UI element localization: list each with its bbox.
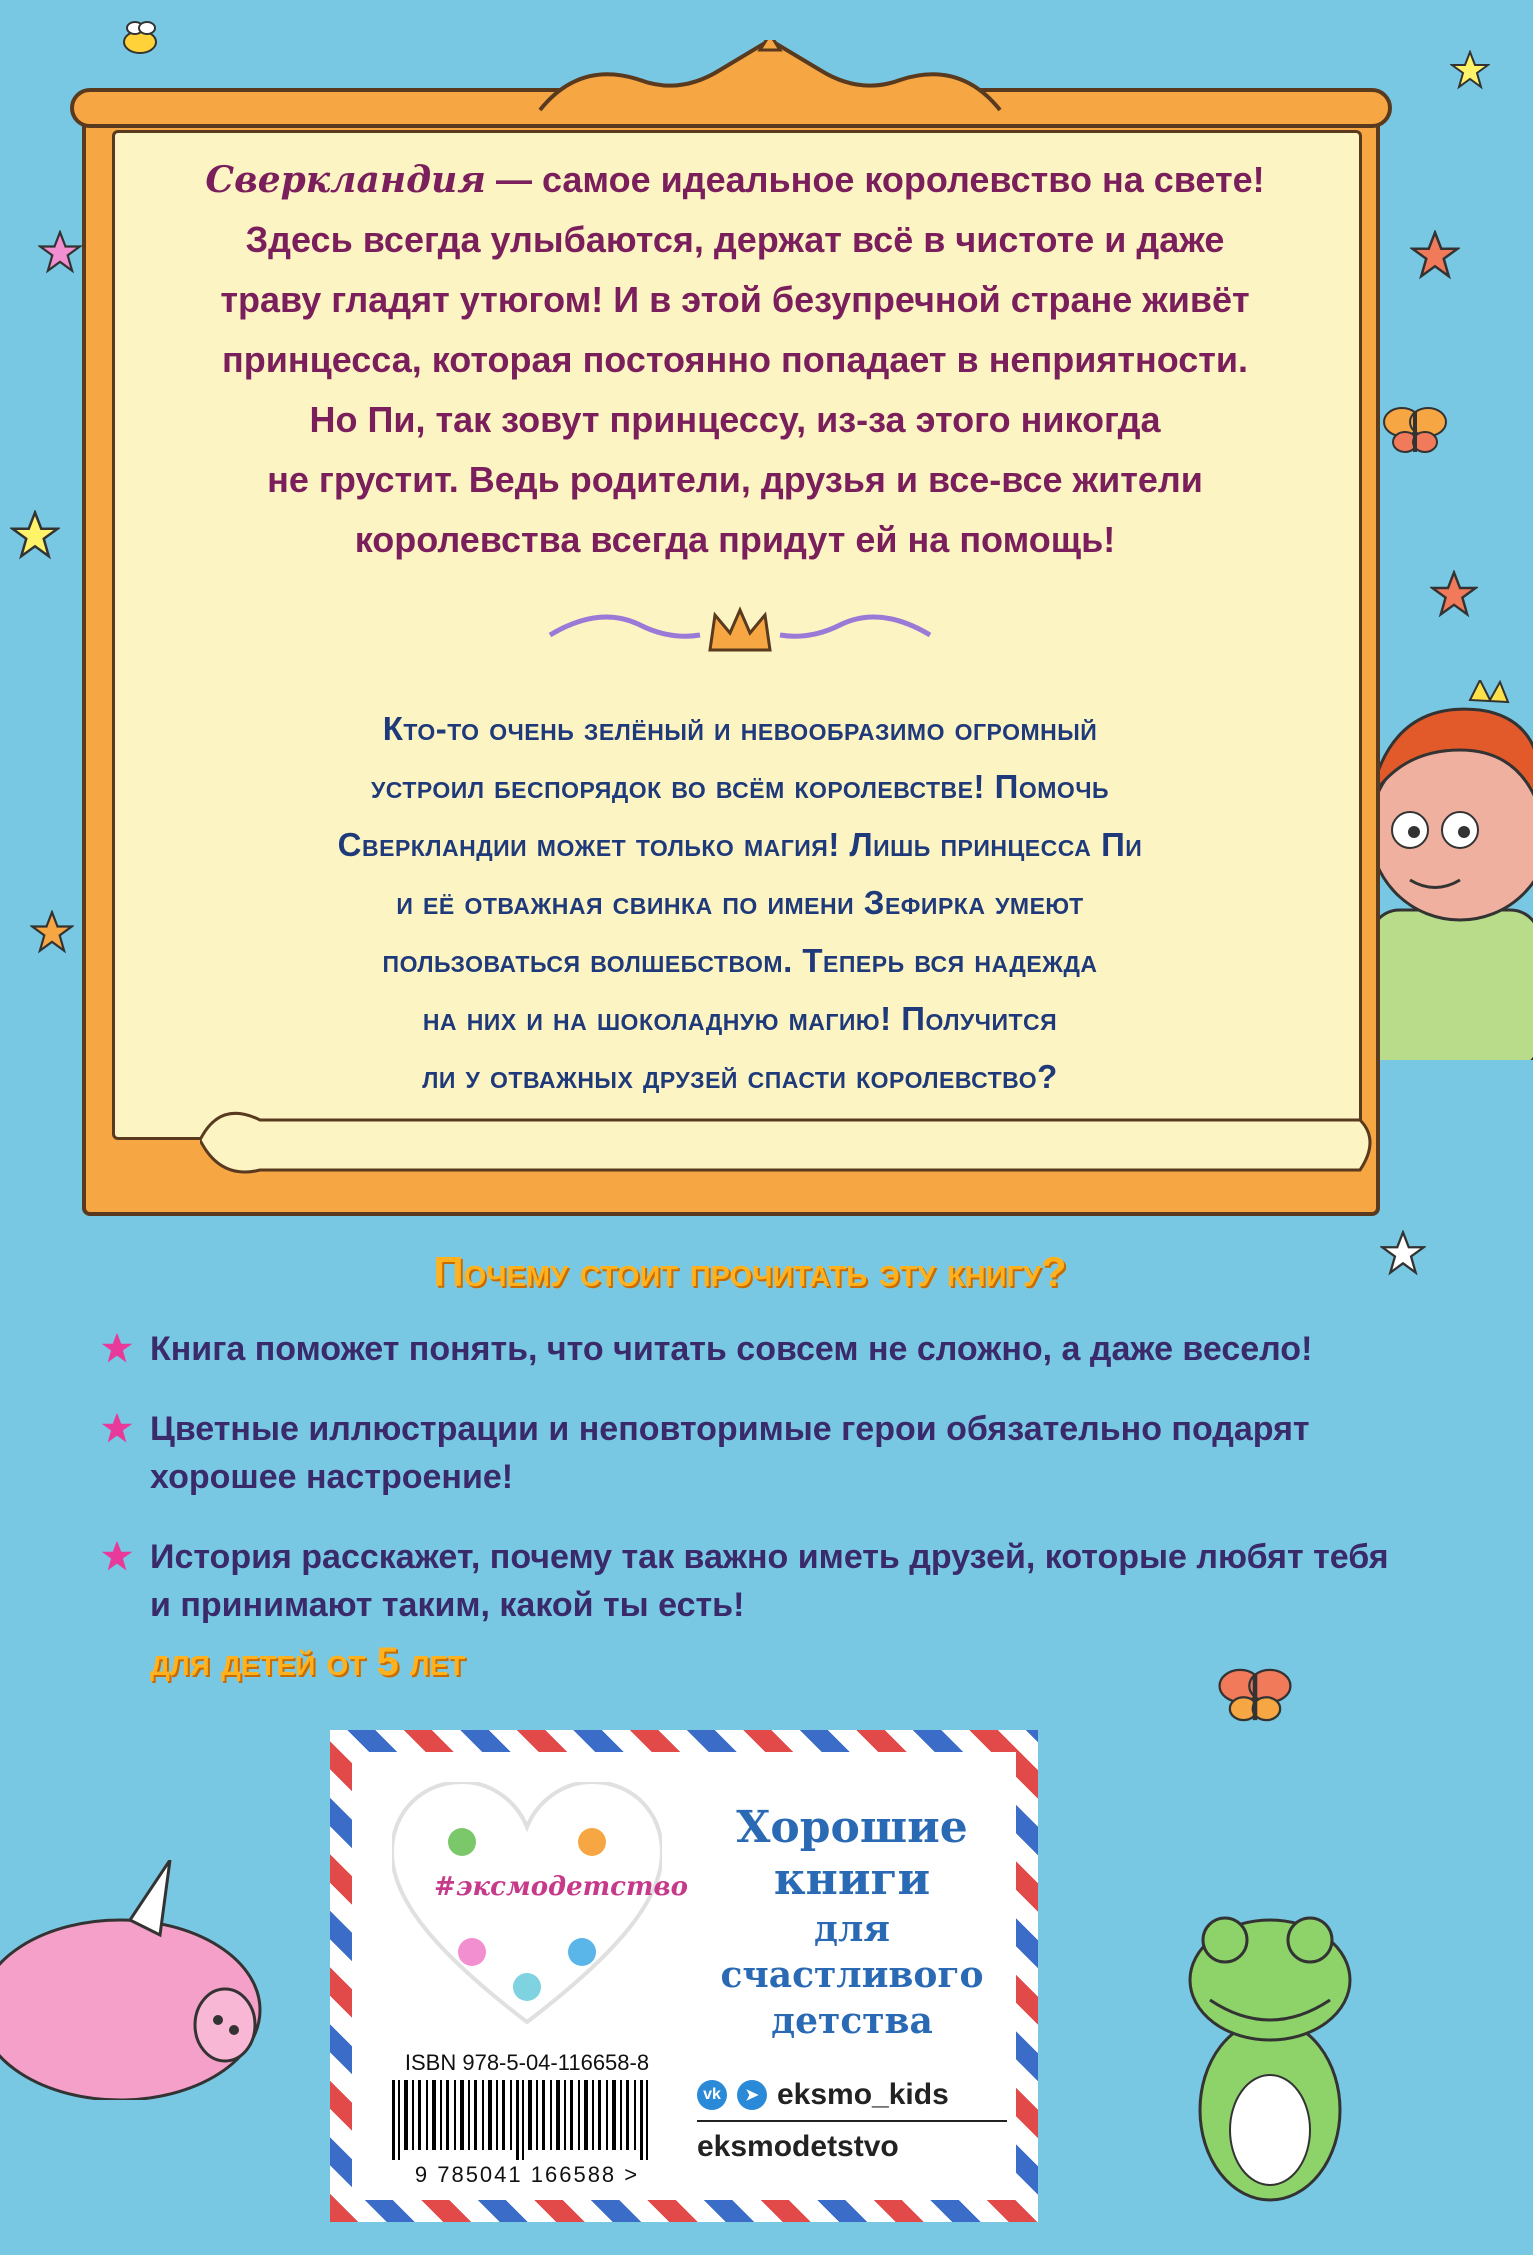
reason-item — [100, 1325, 1400, 1373]
intro-line: не грустит. Ведь родители, друзья и все-все жители — [267, 459, 1203, 500]
star-bullet-icon — [100, 1539, 134, 1573]
intro-line: королевства всегда придут ей на помощь! — [354, 519, 1116, 560]
teaser-line: ли у отважных друзей спасти королевство? — [422, 1058, 1058, 1095]
telegram-icon: ➤ — [737, 2080, 767, 2110]
intro-line: траву гладят утюгом! И в этой безупречной стране живёт — [220, 279, 1250, 320]
social-handle[interactable]: eksmo_kids — [777, 2078, 949, 2111]
social-row — [697, 2124, 1017, 2170]
star-icon — [1430, 570, 1478, 618]
teaser-text — [210, 700, 1270, 1106]
teaser-line: устроил беспорядок во всём королевстве! Помочь — [370, 768, 1110, 805]
star-icon — [30, 910, 74, 954]
slogan-line: для счастливого — [720, 1908, 984, 1996]
butterfly-icon — [1215, 1660, 1295, 1730]
star-bullet-icon — [100, 1331, 134, 1365]
star-icon — [10, 510, 60, 560]
star-icon — [1450, 50, 1490, 90]
star-icon — [1410, 230, 1460, 280]
intro-text — [150, 150, 1320, 570]
why-read-heading: Почему стоит прочитать эту книгу? — [433, 1248, 1067, 1295]
social-row — [697, 2072, 1017, 2118]
barcode — [388, 2080, 666, 2160]
teaser-line: на них и на шоколадную магию! Получится — [422, 1000, 1058, 1037]
reason-item — [100, 1533, 1410, 1629]
teaser-line: и её отважная свинка по имени Зефирка умеют — [396, 884, 1084, 921]
intro-line: Но Пи, так зовут принцессу, из-за этого никогда — [309, 399, 1161, 440]
teaser-line: Сверкландии может только магия! Лишь принцесса Пи — [337, 826, 1143, 863]
intro-line: Здесь всегда улыбаются, держат всё в чистоте и даже — [245, 219, 1225, 260]
reasons-list — [100, 1325, 1400, 1661]
hashtag: #эксмодетство — [434, 1872, 688, 1902]
age-label: для детей от 5 лет — [150, 1640, 466, 1684]
kingdom-name: Сверкландия — [205, 159, 486, 201]
reason-text: История расскажет, почему так важно иметь друзей, которые любят тебя и принимают таким, какой ты есть! — [150, 1538, 1389, 1624]
star-icon — [1380, 1230, 1426, 1276]
divider — [697, 2120, 1007, 2122]
intro-line: принцесса, которая постоянно попадает в неприятности. — [221, 339, 1249, 380]
unicorn-pig-illustration — [0, 1860, 270, 2100]
crown-divider-icon — [540, 595, 940, 675]
slogan-line: детства — [771, 2000, 933, 2042]
reason-text: Цветные иллюстрации и неповторимые герои обязательно подарят хорошее настроение! — [150, 1410, 1310, 1496]
star-icon — [38, 230, 82, 274]
social-handle[interactable]: eksmodetstvo — [697, 2130, 899, 2163]
star-bullet-icon — [100, 1411, 134, 1445]
intro-line: — самое идеальное королевство на свете! — [485, 159, 1265, 200]
teaser-line: Кто-то очень зелёный и невообразимо огромный — [382, 710, 1098, 747]
vk-icon: vk — [697, 2080, 727, 2110]
slogan-line: Хорошие — [736, 1802, 968, 1853]
teaser-line: пользоваться волшебством. Теперь вся надежда — [382, 942, 1098, 979]
butterfly-icon — [1380, 400, 1450, 460]
reason-text: Книга поможет понять, что читать совсем не сложно, а даже весело! — [150, 1330, 1313, 1368]
barcode-number: 9 785041 166588 > — [414, 2162, 640, 2187]
bee-icon — [115, 20, 165, 60]
reason-item — [100, 1405, 1370, 1501]
isbn-text: ISBN 978-5-04-116658-8 — [404, 2050, 650, 2075]
parchment-curl — [200, 1100, 1380, 1190]
slogan-line: книги — [773, 1854, 931, 1905]
heart-icon — [392, 1782, 688, 2032]
crest-ornament-icon — [520, 40, 1020, 120]
publisher-postcard — [330, 1730, 1038, 2222]
frog-illustration — [1170, 1890, 1370, 2210]
publisher-slogan — [692, 1802, 1012, 2044]
